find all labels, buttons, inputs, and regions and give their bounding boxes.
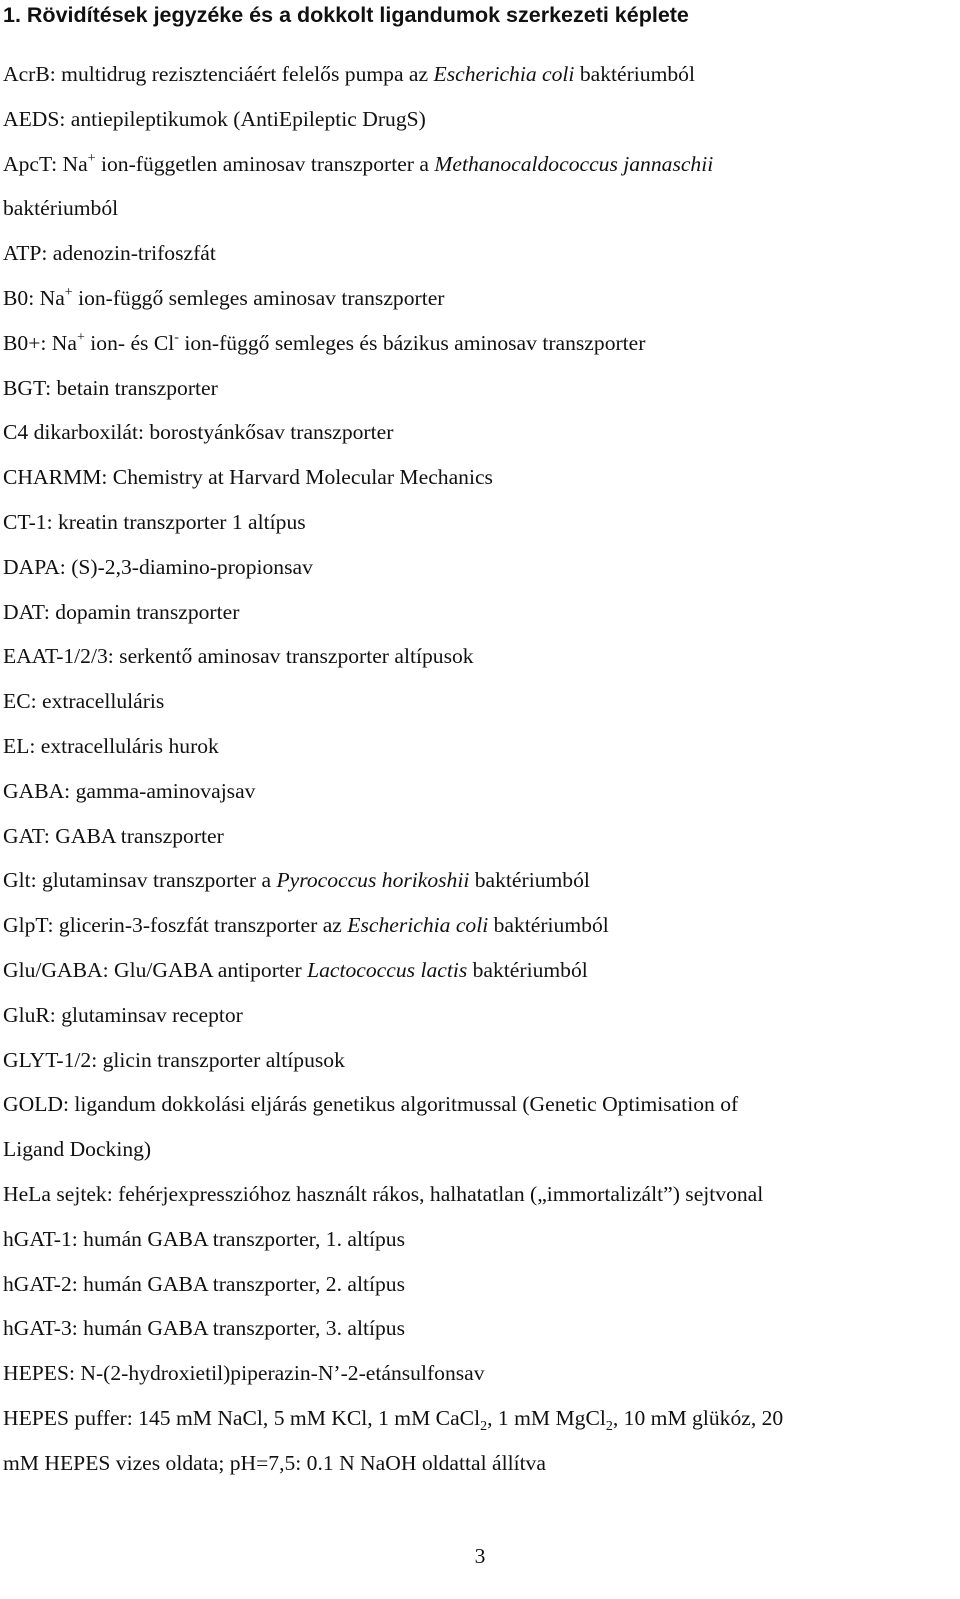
abbreviation-line: [3, 410, 953, 455]
abbreviation-line: [3, 769, 953, 814]
line-text: AEDS: antiepileptikumok (AntiEpileptic DrugS): [3, 106, 426, 131]
italic-text: Methanocaldococcus jannaschii: [434, 151, 714, 176]
line-text: Ligand Docking): [3, 1137, 152, 1162]
abbreviation-line: [3, 545, 953, 590]
subscript: 2: [605, 1418, 613, 1434]
line-text: ion-független aminosav transzporter a: [95, 151, 435, 176]
line-text: ion- és Cl: [84, 330, 175, 355]
line-text: baktériumból: [3, 196, 119, 221]
line-text: GOLD: ligandum dokkolási eljárás genetikus algoritmussal (Genetic Optimisation of: [3, 1092, 739, 1117]
abbreviation-line: [3, 1351, 953, 1396]
italic-text: Escherichia coli: [433, 62, 575, 86]
line-text: CHARMM: Chemistry at Harvard Molecular Mechanics: [3, 465, 493, 490]
abbreviation-line: [3, 231, 953, 276]
line-text: B0: Na: [3, 285, 65, 310]
abbreviation-line: [3, 1396, 953, 1441]
abbreviation-line: [3, 679, 953, 724]
line-text: HEPES: N-(2-hydroxietil)piperazin-N’-2-etánsulfonsav: [3, 1361, 485, 1386]
abbreviation-line: [3, 1127, 953, 1172]
abbreviation-line: [3, 1262, 953, 1307]
line-text: DAPA: (S)-2,3-diamino-propionsav: [3, 554, 313, 579]
abbreviation-line: [3, 590, 953, 635]
line-text: , 1 mM MgCl: [487, 1405, 606, 1430]
abbreviation-line: [3, 634, 953, 679]
italic-text: Pyrococcus horikoshii: [276, 868, 470, 893]
abbreviation-line: [3, 500, 953, 545]
italic-text: Lactococcus lactis: [307, 957, 468, 982]
line-text: HEPES puffer: 145 mM NaCl, 5 mM KCl, 1 mM CaCl: [3, 1405, 481, 1430]
abbreviation-line: [3, 1038, 953, 1083]
subscript: 2: [480, 1418, 488, 1434]
superscript: +: [87, 150, 96, 166]
abbreviation-line: [3, 1306, 953, 1351]
abbreviation-line: [3, 993, 953, 1038]
line-text: DAT: dopamin transzporter: [3, 599, 240, 624]
line-text: HeLa sejtek: fehérjexpresszióhoz használt rákos, halhatatlan („immortalizált”) sejtvonal: [3, 1181, 764, 1206]
line-text: EC: extracelluláris: [3, 689, 165, 714]
line-text: C4 dikarboxilát: borostyánkősav transzporter: [3, 420, 394, 445]
line-text: GABA: gamma-aminovajsav: [3, 778, 256, 803]
abbreviation-line: [3, 1217, 953, 1262]
line-text: CT-1: kreatin transzporter 1 altípus: [3, 509, 306, 534]
superscript: +: [76, 329, 85, 345]
line-text: GLYT-1/2: glicin transzporter altípusok: [3, 1047, 345, 1072]
italic-text: Escherichia coli: [347, 913, 489, 938]
page-number: 3: [474, 1544, 486, 1568]
line-text: AcrB: multidrug rezisztenciáért felelős pumpa az: [3, 62, 434, 86]
line-text: hGAT-1: humán GABA transzporter, 1. altípus: [3, 1226, 405, 1251]
abbreviation-line: [3, 903, 953, 948]
line-text: baktériumból: [467, 957, 588, 982]
section-heading: 1. Rövidítések jegyzéke és a dokkolt ligandumok szerkezeti képlete: [3, 3, 689, 27]
line-text: BGT: betain transzporter: [3, 375, 218, 400]
line-text: ATP: adenozin-trifoszfát: [3, 241, 216, 266]
line-text: EL: extracelluláris hurok: [3, 733, 219, 758]
abbreviation-line: [3, 142, 953, 187]
superscript: +: [64, 284, 73, 300]
line-text: Glu/GABA: Glu/GABA antiporter: [3, 957, 308, 982]
line-text: ion-függő semleges és bázikus aminosav transzporter: [178, 330, 646, 355]
abbreviation-line: [3, 52, 953, 97]
abbreviation-line: [3, 455, 953, 500]
abbreviation-line: [3, 321, 953, 366]
line-text: EAAT-1/2/3: serkentő aminosav transzporter altípusok: [3, 644, 474, 669]
abbreviation-list: [3, 52, 953, 1486]
abbreviation-line: [3, 1172, 953, 1217]
abbreviation-line: [3, 948, 953, 993]
abbreviation-line: [3, 814, 953, 859]
line-text: GAT: GABA transzporter: [3, 823, 224, 848]
line-text: B0+: Na: [3, 330, 77, 355]
line-text: Glt: glutaminsav transzporter a: [3, 868, 277, 893]
line-text: hGAT-2: humán GABA transzporter, 2. altípus: [3, 1271, 405, 1296]
line-text: ApcT: Na: [3, 151, 88, 176]
line-text: baktériumból: [574, 62, 695, 86]
abbreviation-line: [3, 1082, 953, 1127]
line-text: baktériumból: [469, 868, 590, 893]
abbreviation-line: [3, 186, 953, 231]
line-text: ion-függő semleges aminosav transzporter: [72, 285, 445, 310]
line-text: , 10 mM glükóz, 20: [612, 1405, 784, 1430]
superscript: -: [174, 329, 179, 345]
line-text: GlpT: glicerin-3-foszfát transzporter az: [3, 913, 348, 938]
abbreviation-line: [3, 97, 953, 142]
line-text: hGAT-3: humán GABA transzporter, 3. altípus: [3, 1316, 405, 1341]
abbreviation-line: [3, 1441, 953, 1486]
abbreviation-line: [3, 858, 953, 903]
abbreviation-line: [3, 366, 953, 411]
line-text: baktériumból: [488, 913, 609, 938]
abbreviation-line: [3, 276, 953, 321]
line-text: GluR: glutaminsav receptor: [3, 1002, 243, 1027]
line-text: mM HEPES vizes oldata; pH=7,5: 0.1 N NaOH oldattal állítva: [3, 1450, 546, 1475]
abbreviation-line: [3, 724, 953, 769]
